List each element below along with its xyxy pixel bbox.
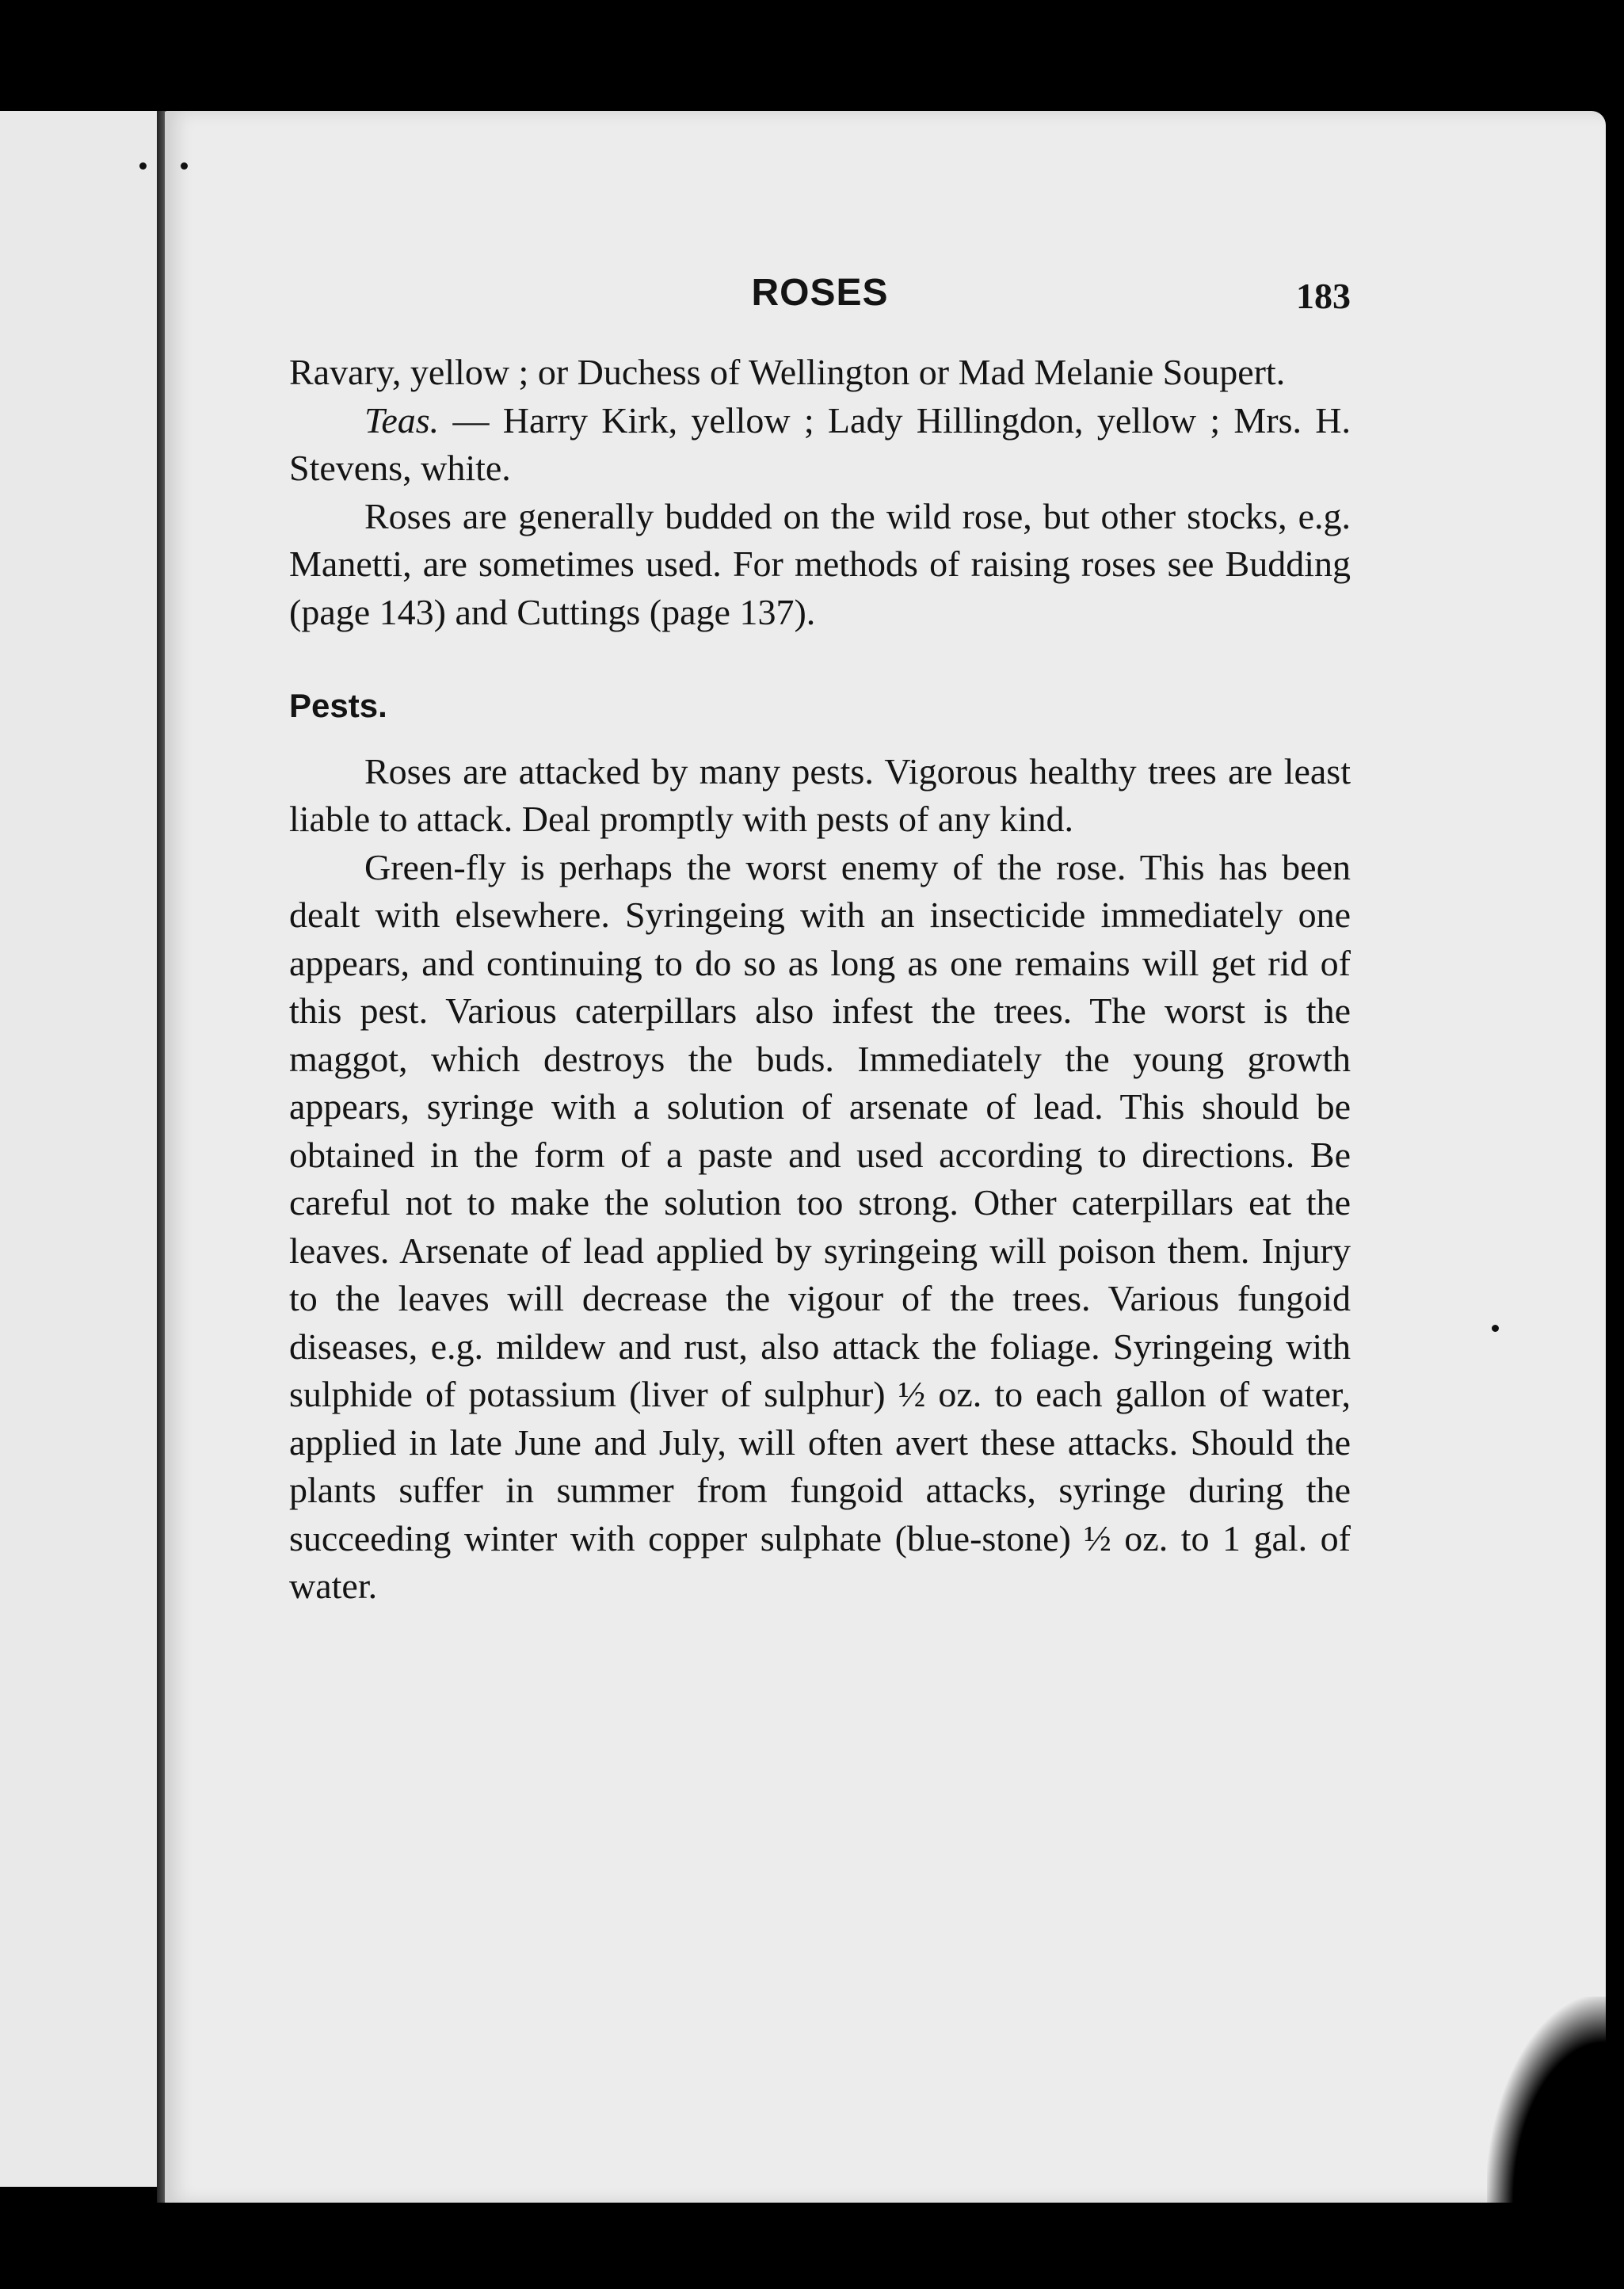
paragraph-pests-intro: Roses are attacked by many pests. Vigorous healthy trees are least liable to attack. Deal promptly with pests of any kind. [289,750,1351,839]
paragraph-teas [289,397,1351,493]
paragraph-hybrid-perpetuals-end: Ravary, yellow ; or Duchess of Wellington or Mad Melanie Soupert. [289,352,1286,392]
book-gutter [157,111,165,2203]
ink-speck [139,162,147,170]
running-title: ROSES [751,272,889,314]
teas-label: Teas. [364,399,440,441]
page-text [289,261,1351,1611]
teas-text: — Harry Kirk, yellow ; Lady Hillingdon, yellow ; Mrs. H. Stevens, white. [289,399,1351,488]
page-header [289,261,1351,349]
ink-speck [181,162,188,170]
ink-speck [1492,1325,1499,1332]
page-number: 183 [1296,276,1351,316]
paragraph-budding: Roses are generally budded on the wild rose, but other stocks, e.g. Manetti, are sometimes used. For methods of raising roses see Budding (page 143) and Cuttings (page 137). [289,495,1351,632]
facing-page-edge [0,111,158,2187]
paragraph-green-fly: Green-fly is perhaps the worst enemy of the rose. This has been dealt with elsewhere. Syringeing with an insecticide immediately one appears, and continuing to do so as long as one remains will get rid of this pest. Various caterpillars also infest the trees. The worst is the maggot, which destroys the buds. Immediately the young growth appears, syringe with a solution of arsenate of lead. This should be obtained in the form of a paste and used according to directions. Be careful not to make the solution too strong. Other caterpillars eat the leaves. Arsenate of lead applied by syringeing will poison them. Injury to the leaves will decrease the vigour of the trees. Various fungoid diseases, e.g. mildew and rust, also attack the foliage. Syringeing with sulphide of potassium (liver of sulphur) ½ oz. to each gallon of water, applied in late June and July, will often avert these attacks. Should the plants suffer in summer from fungoid attacks, syringe during the succeeding winter with copper sulphate (blue-stone) ½ oz. to 1 gal. of water. [289,846,1351,1606]
section-heading-pests: Pests. [289,687,387,724]
page-corner-damage [1487,1997,1606,2203]
